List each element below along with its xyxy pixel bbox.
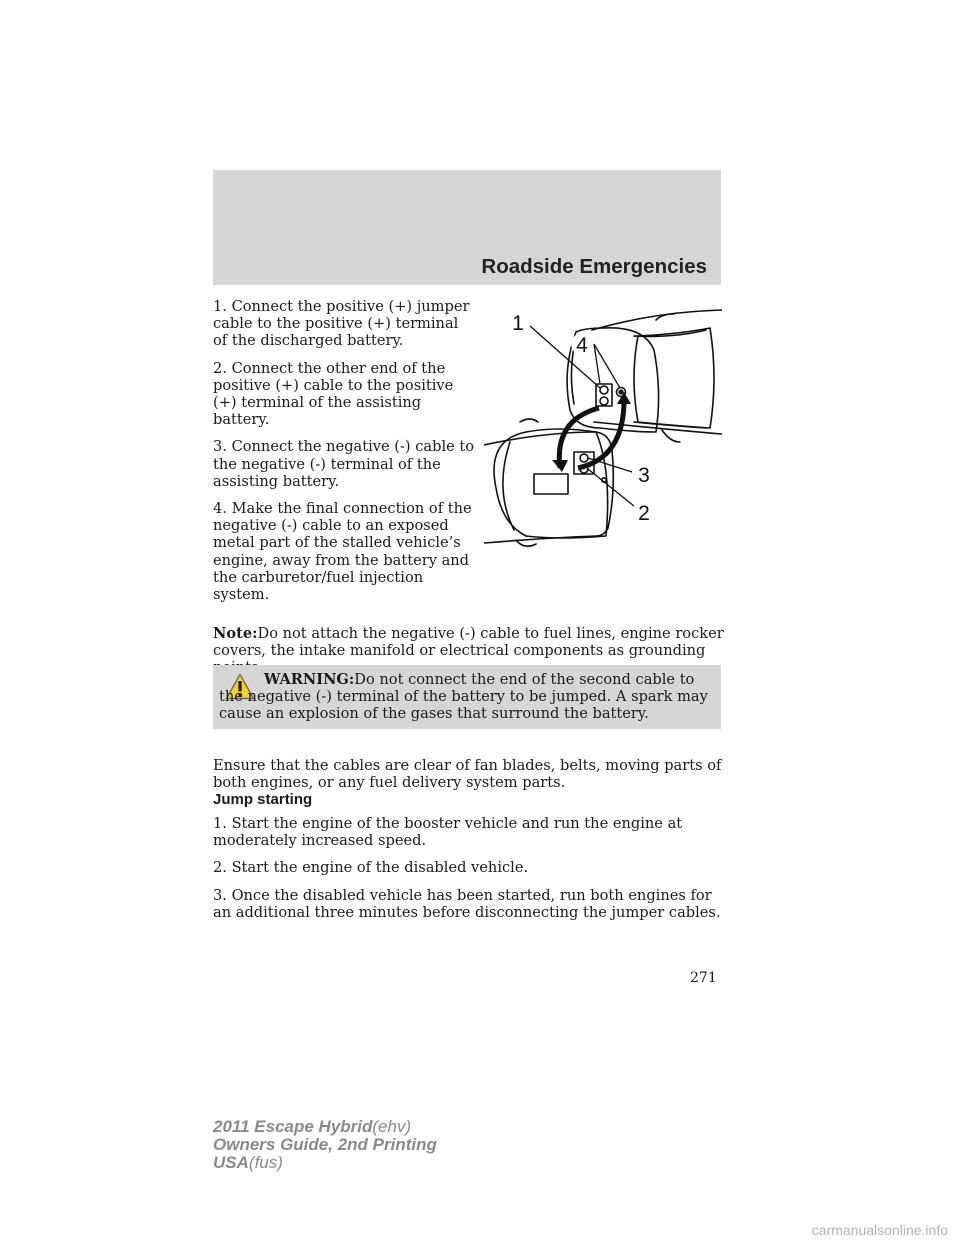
document-footer: [213, 1118, 437, 1172]
section-header-band: [213, 170, 721, 285]
clearance-text: Ensure that the cables are clear of fan blades, belts, moving parts of both engines, or any fuel delivery system parts.: [213, 756, 722, 791]
callout-3: 3: [638, 464, 650, 487]
note-label: Note:: [213, 625, 258, 642]
warning-label: WARNING:: [264, 671, 355, 688]
connection-step-2: 2. Connect the other end of the positive (+) cable to the positive (+) terminal of the assisting battery.: [213, 359, 454, 429]
disabled-vehicle: [484, 419, 613, 546]
connection-step-1: 1. Connect the positive (+) jumper cable to the positive (+) terminal of the discharged battery.: [213, 298, 470, 350]
page-number: 271: [690, 970, 717, 986]
footer-model: 2011 Escape Hybrid: [213, 1117, 373, 1136]
connection-steps: [213, 298, 475, 613]
connection-step-4: 4. Make the final connection of the negative (-) cable to an exposed metal part of the stalled vehicle’s engine, away from the battery and the carburetor/fuel injection system.: [213, 500, 472, 604]
jump-step-3: 3. Once the disabled vehicle has been started, run both engines for an additional three minutes before disconnecting the jumper cables.: [213, 886, 721, 921]
assisting-vehicle: [567, 310, 722, 442]
callout-4: 4: [576, 334, 588, 357]
jump-starting-heading: Jump starting: [213, 791, 313, 808]
callout-2: 2: [638, 502, 650, 525]
note-text: Do not attach the negative (-) cable to fuel lines, engine rocker covers, the intake manifold or electrical components as grounding: [213, 625, 724, 660]
jump-step-1: 1. Start the engine of the booster vehicle and run the engine at moderately increased speed.: [213, 815, 683, 850]
footer-market-code: (fus): [248, 1153, 283, 1172]
warning-box: [213, 665, 721, 729]
footer-market: USA: [213, 1153, 249, 1172]
jump-step-2: 2. Start the engine of the disabled vehicle.: [213, 859, 529, 877]
callout-1: 1: [512, 312, 524, 335]
jump-starting-steps: [213, 815, 725, 931]
watermark-text: carmanualsonline.info: [811, 1222, 948, 1238]
connection-step-3: 3. Connect the negative (-) cable to the negative (-) terminal of the assisting battery.: [213, 438, 475, 490]
footer-model-code: (ehv): [372, 1117, 412, 1136]
warning-text: Do not connect the end of the second cable to the negative (-) terminal of the battery to be jumped. A spark may cause an explosion of the gases that surround the battery.: [219, 671, 708, 723]
section-title: Roadside Emergencies: [481, 255, 707, 278]
jump-start-diagram: [484, 300, 722, 550]
footer-guide: Owners Guide, 2nd Printing: [213, 1135, 437, 1154]
